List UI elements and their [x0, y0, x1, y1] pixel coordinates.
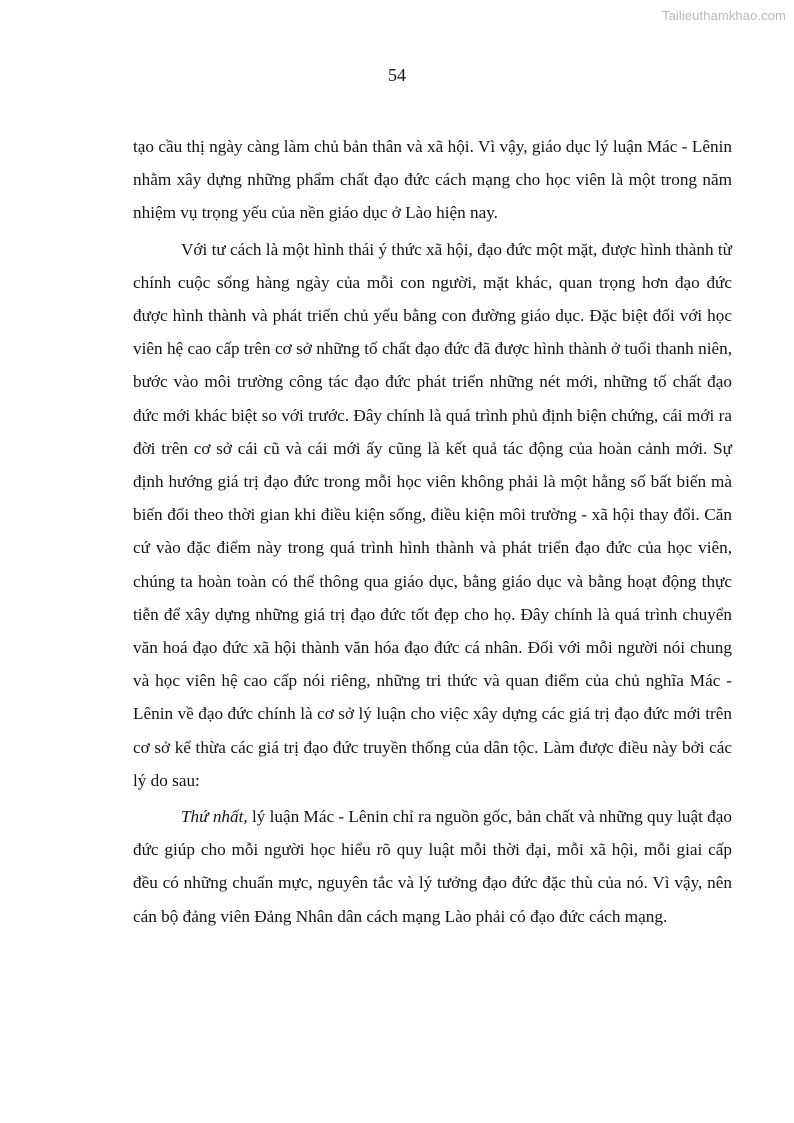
paragraph-3-text: lý luận Mác - Lênin chỉ ra nguồn gốc, bản chất và những quy luật đạo đức giúp cho mỗi người học hiểu rõ quy luật mỗi thời đại, mỗi xã hội, mỗi giai cấp đều có những chuẩn mực, nguyên tắc và lý tưởng đạo đức đặc thù của nó. Vì vậy, nên cán bộ đảng viên Đảng Nhân dân cách mạng Lào phải có đạo đức cách mạng.	[133, 807, 732, 926]
document-body	[133, 130, 732, 936]
paragraph-1: tạo cầu thị ngày càng làm chủ bản thân và xã hội. Vì vậy, giáo dục lý luận Mác - Lênin nhằm xây dựng những phẩm chất đạo đức cách mạng cho học viên là một trong năm nhiệm vụ trọng yếu của nền giáo dục ở Lào hiện nay.	[133, 137, 732, 223]
page-number: 54	[388, 65, 406, 85]
watermark-text: Tailieuthamkhao.com	[661, 8, 786, 23]
paragraph-2: Với tư cách là một hình thái ý thức xã hội, đạo đức một mặt, được hình thành từ chính cuộc sống hàng ngày của mỗi con người, mặt khác, quan trọng hơn đạo đức được hình thành và phát triển chủ yếu bằng con đường giáo dục. Đặc biệt đối với học viên hệ cao cấp trên cơ sở những tố chất đạo đức đã được hình thành ở tuổi thanh niên, bước vào môi trường công tác đạo đức phát triển những nét mới, những tố chất đạo đức mới khác biệt so với trước. Đây chính là quá trình phủ định biện chứng, cái mới ra đời trên cơ sở cái cũ và cái mới ấy cũng là kết quả tác động của hoàn cảnh mới. Sự định hướng giá trị đạo đức trong mỗi học viên không phải là một hằng số bất biến mà biến đổi theo thời gian khi điều kiện sống, điều kiện môi trường - xã hội thay đổi. Căn cứ vào đặc điểm này trong quá trình hình thành và phát triển đạo đức của học viên, chúng ta hoàn toàn có thể thông qua giáo dục, bằng giáo dục và bằng hoạt động thực tiễn để xây dựng những giá trị đạo đức tốt đẹp cho họ. Đây chính là quá trình chuyển văn hoá đạo đức xã hội thành văn hóa đạo đức cá nhân. Đối với mỗi người nói chung và học viên hệ cao cấp nói riêng, những tri thức và quan điểm của chủ nghĩa Mác - Lênin về đạo đức chính là cơ sở lý luận cho việc xây dựng các giá trị đạo đức mới trên cơ sở kế thừa các giá trị đạo đức truyền thống của dân tộc. Làm được điều này bởi các lý do sau:	[133, 239, 732, 790]
paragraph-3-lead: Thứ nhất,	[181, 807, 248, 827]
paragraph-3	[133, 800, 732, 933]
